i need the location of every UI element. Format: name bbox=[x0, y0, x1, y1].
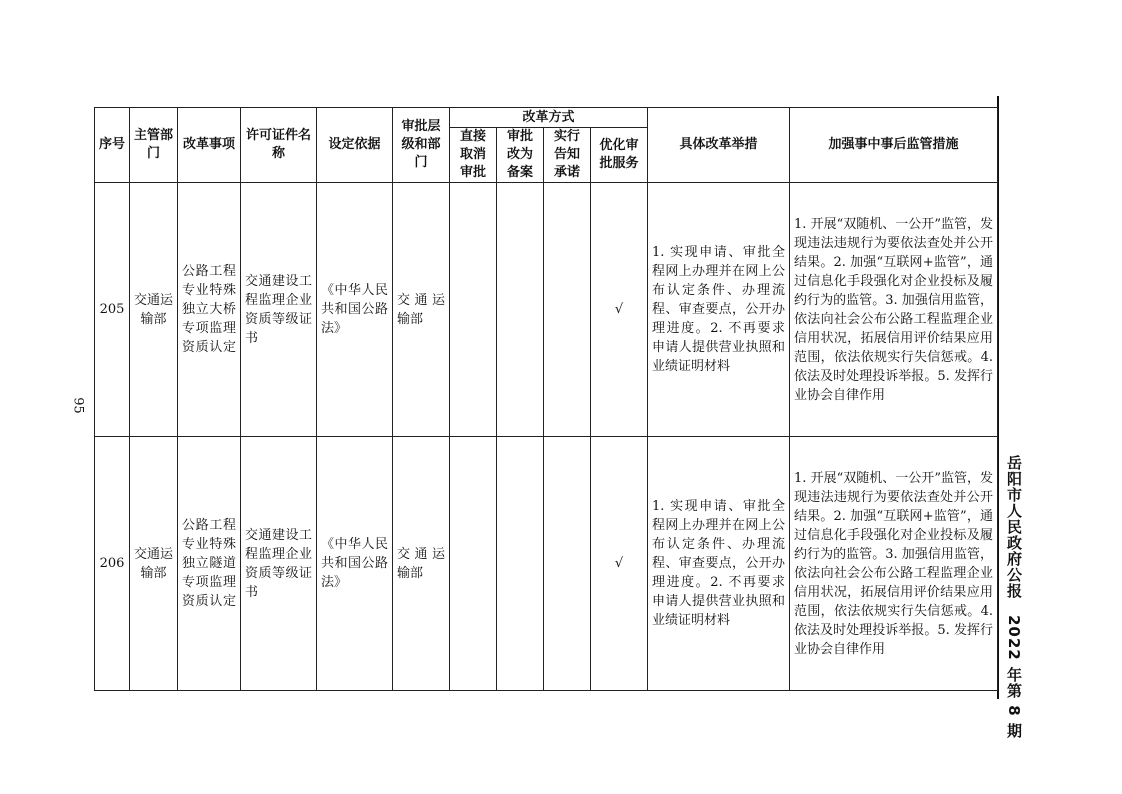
cell-item: 公路工程专业特殊独立大桥专项监理资质认定 bbox=[178, 183, 241, 437]
cell-license: 交通建设工程监理企业资质等级证书 bbox=[241, 437, 317, 691]
cell-optimize-check: √ bbox=[591, 437, 648, 691]
header-dept: 主管部门 bbox=[130, 108, 178, 183]
header-notify-commit: 实行告知承诺 bbox=[544, 128, 591, 183]
header-supervision: 加强事中事后监管措施 bbox=[790, 108, 998, 183]
cell-dept: 交通运输部 bbox=[130, 183, 178, 437]
cell-level: 交通运输部 bbox=[393, 437, 450, 691]
header-basis: 设定依据 bbox=[317, 108, 393, 183]
table-row bbox=[95, 183, 998, 437]
table-row bbox=[95, 437, 998, 691]
reform-table bbox=[94, 107, 998, 691]
cell-basis: 《中华人民共和国公路法》 bbox=[317, 183, 393, 437]
cell-basis: 《中华人民共和国公路法》 bbox=[317, 437, 393, 691]
cell-license: 交通建设工程监理企业资质等级证书 bbox=[241, 183, 317, 437]
page-number: 95 bbox=[70, 397, 86, 414]
header-optimize: 优化审批服务 bbox=[591, 128, 648, 183]
cell-supervision: 1. 开展“双随机、一公开”监管，发现违法违规行为要依法查处并公开结果。2. 加强“互联网+监管”，通过信息化手段强化对企业投标及履约行为的监管。3. 加强信用监管，依法向社会公布公路工程监理企业信用状况，拓展信用评价结果应用范围，依法依规实行失信惩戒。4. 依法及时处理投诉举报。5. 发挥行业协会自律作用 bbox=[790, 437, 998, 691]
cell-supervision: 1. 开展“双随机、一公开”监管，发现违法违规行为要依法查处并公开结果。2. 加强“互联网+监管”，通过信息化手段强化对企业投标及履约行为的监管。3. 加强信用监管，依法向社会公布公路工程监理企业信用状况，拓展信用评价结果应用范围，依法依规实行失信惩戒。4. 依法及时处理投诉举报。5. 发挥行业协会自律作用 bbox=[790, 183, 998, 437]
cell-item: 公路工程专业特殊独立隧道专项监理资质认定 bbox=[178, 437, 241, 691]
issue-number: 2022 年第 8 期 bbox=[1005, 615, 1023, 739]
header-measures: 具体改革举措 bbox=[648, 108, 790, 183]
header-reform-mode: 改革方式 bbox=[450, 108, 648, 128]
cell-to-filing bbox=[497, 437, 544, 691]
header-license: 许可证件名称 bbox=[241, 108, 317, 183]
cell-notify-commit bbox=[544, 437, 591, 691]
cell-measures: 1. 实现申请、审批全程网上办理并在网上公布认定条件、办理流程、审查要点，公开办理进度。2. 不再要求申请人提供营业执照和业绩证明材料 bbox=[648, 183, 790, 437]
header-to-filing: 审批改为备案 bbox=[497, 128, 544, 183]
cell-dept: 交通运输部 bbox=[130, 437, 178, 691]
cell-seq: 206 bbox=[95, 437, 130, 691]
header-item: 改革事项 bbox=[178, 108, 241, 183]
side-header bbox=[1004, 455, 1025, 739]
header-direct-cancel: 直接取消审批 bbox=[450, 128, 497, 183]
cell-optimize-check: √ bbox=[591, 183, 648, 437]
header-row-top bbox=[95, 108, 998, 128]
header-level: 审批层级和部门 bbox=[393, 108, 450, 183]
cell-measures: 1. 实现申请、审批全程网上办理并在网上公布认定条件、办理流程、审查要点，公开办理进度。2. 不再要求申请人提供营业执照和业绩证明材料 bbox=[648, 437, 790, 691]
cell-level: 交通运输部 bbox=[393, 183, 450, 437]
publication-title: 岳阳市人民政府公报 bbox=[1005, 455, 1023, 599]
cell-direct-cancel bbox=[450, 183, 497, 437]
cell-seq: 205 bbox=[95, 183, 130, 437]
cell-direct-cancel bbox=[450, 437, 497, 691]
cell-notify-commit bbox=[544, 183, 591, 437]
cell-to-filing bbox=[497, 183, 544, 437]
header-seq: 序号 bbox=[95, 108, 130, 183]
